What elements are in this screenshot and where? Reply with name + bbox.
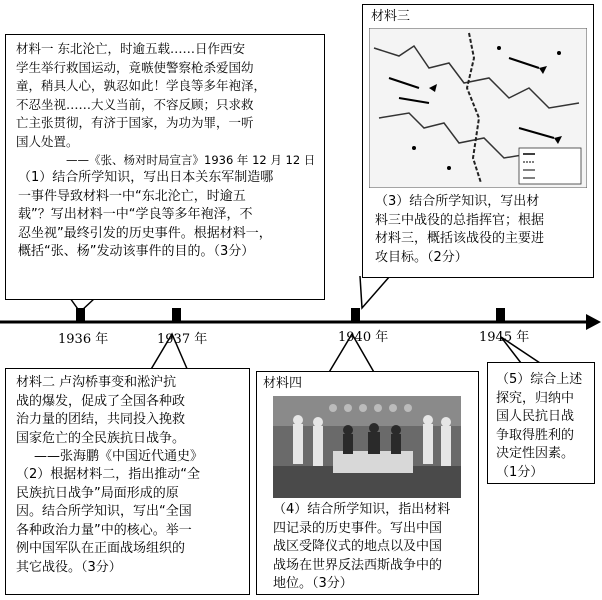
material3-box [362, 4, 594, 278]
timeline-tick-1937 [172, 308, 181, 323]
material2-question: （2）根据材料二，指出推动“全 民族抗日战争”局面形成的原 因。结合所学知识，写出“全国 各种政治力量”中的核心。举一 例中国军队在正面战场组织的 其它战役。（3分） [16, 467, 201, 575]
material4-question: （4）结合所学知识，指出材料 四记录的历史事件。写出中国 战区受降仪式的地点以及中国 战场在世界反法西斯战争中的 地位。（3分） [273, 502, 451, 591]
material2-text: 材料二 卢沟桥事变和淞沪抗 战的爆发，促成了全国各种政 治力量的团结，共同投入挽救 国家危亡的全民族抗日战争。 [16, 375, 186, 446]
year-label-1940: 1940 年 [338, 330, 389, 345]
material5-box [487, 362, 595, 484]
material3-title: 材料三 [371, 9, 411, 24]
material3-question: （3）结合所学知识，写出材 料三中战役的总指挥官；根据 材料三，概括该战役的主要进 攻目标。（2分） [375, 194, 545, 265]
material1-box [5, 34, 325, 300]
timeline-tick-1940 [351, 308, 360, 323]
material1-source: ——《张、杨对时局宣言》1936 年 12 月 12 日 [66, 153, 316, 167]
timeline-tick-1945 [496, 308, 505, 323]
material1-text: 材料一 东北沦亡，时逾五载……日作西安 学生举行救国运动，竟嗾使警察枪杀爱国幼 童，稍具人心，孰忍如此！学良等多年袍泽， 不忍坐视……大义当前，不容反顾；只求救 亡主张贯彻，有济于国家，为功为罪，一听 国人处置。 [16, 41, 267, 149]
year-label-1937: 1937 年 [157, 332, 208, 347]
battle-map-image [369, 28, 587, 188]
surrender-ceremony-photo [273, 396, 461, 498]
material1-question: （1）结合所学知识，写出日本关东军制造哪 一事件导致材料一中“东北沦亡，时逾五 载”？写出材料一中“学良等多年袍泽，不 忍坐视”最终引发的历史事件。根据材料一， 概括“张、杨”发动该事件的目的。（3分） [18, 170, 274, 259]
year-label-1945: 1945 年 [479, 330, 530, 345]
material4-title: 材料四 [263, 376, 303, 391]
year-label-1936: 1936 年 [58, 332, 109, 347]
material5-question: （5）综合上述 探究，归纳中 国人民抗日战 争取得胜利的 决定性因素。 （1分） [496, 372, 583, 480]
material4-box [256, 371, 479, 595]
material2-box [5, 368, 250, 595]
timeline-tick-1936 [76, 308, 85, 323]
material2-source: ——张海鹏《中国近代通史》 [34, 449, 204, 464]
